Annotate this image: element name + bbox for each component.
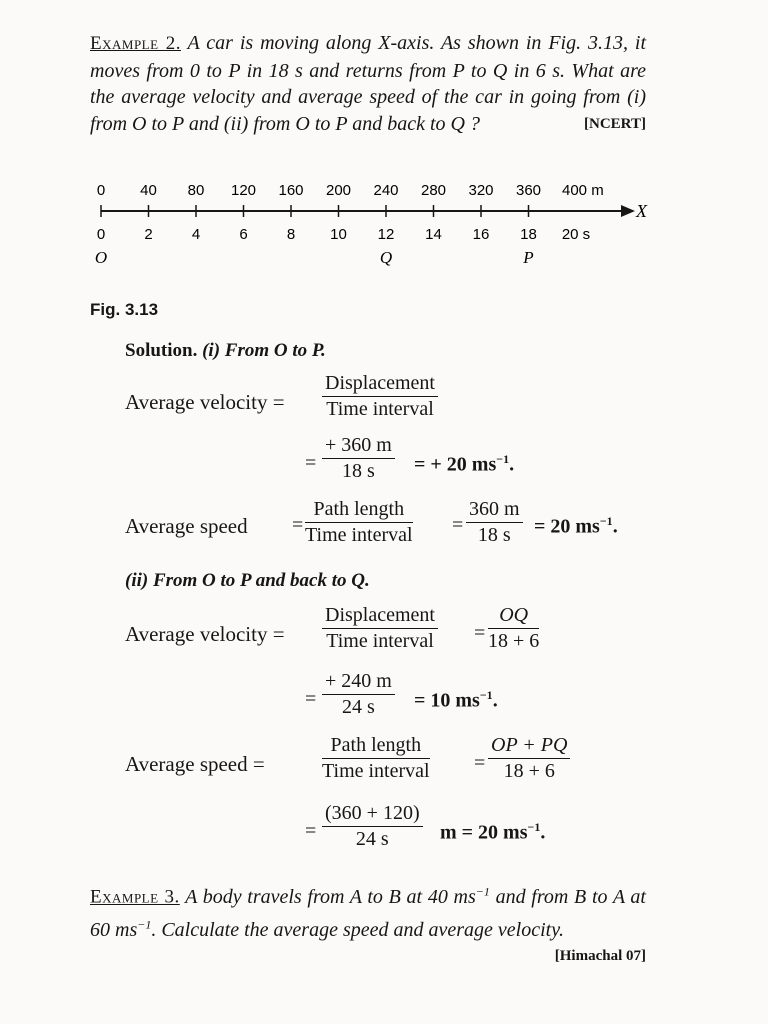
distance-labels [97,182,604,199]
time-tick-label: 10 [330,226,347,243]
time-tick-label: 8 [286,226,296,243]
distance-tick-label: 320 [468,182,494,199]
fraction-den: 24 s [342,696,375,718]
fraction-den: Time interval [305,524,413,546]
velocity-fraction-1 [322,434,395,483]
part2-heading: (ii) From O to P and back to Q. [125,570,370,591]
axis-x-label: X [636,201,647,221]
eq-sign: = [292,514,304,536]
distance-tick-label: 280 [420,182,447,199]
fraction-num: Displacement [322,604,438,629]
point-label-q: Q [379,248,393,267]
part1-heading: (i) From O to P. [202,340,326,361]
velocity-result-1: = + 20 $ms^{-1}$. [414,452,515,476]
time-tick-label: 14 [425,226,442,243]
fraction-num: 360 m [466,498,523,523]
fraction-num: Path length [322,734,430,759]
speed-value-fraction-2 [322,802,423,851]
time-tick-label: 6 [239,226,248,243]
example-3-source: [Himachal 07] [554,948,646,965]
fraction-num: + 240 m [322,670,395,695]
fraction-den: 18 + 6 [503,760,555,782]
avg-speed-label-1: Average speed [125,514,248,538]
fraction-den: Time interval [326,630,434,652]
distance-tick-label: 240 [373,182,399,199]
distance-tick-label: 400 m [562,182,604,199]
time-tick-label: 16 [472,226,490,243]
speed-fraction-2 [322,734,430,783]
fraction-num: (360 + 120) [322,802,423,827]
point-labels [95,248,534,267]
solution-heading [125,340,326,362]
time-tick-label: 0 [96,226,106,243]
distance-tick-label: 120 [230,182,257,199]
speed-result-2: m = 20 $ms^{-1}$. [440,820,546,844]
example-2-source: [NCERT] [584,115,646,132]
example-3 [90,878,646,970]
velocity-fraction-2 [322,670,395,719]
point-label-o: O [94,248,108,267]
displacement-fraction-1 [322,372,438,421]
fraction-den: 18 + 6 [488,630,540,652]
figure-caption: Fig. 3.13 [90,300,159,319]
axis-arrow [621,205,635,217]
time-tick-label: 4 [191,226,201,243]
eq-sign: = [305,820,317,842]
solution-title: Solution. [125,340,198,361]
time-tick-label: 2 [144,226,153,243]
eq-sign: = [305,452,317,474]
avg-velocity-label-1: Average velocity = [125,390,285,414]
speed-value-fraction-1 [466,498,523,547]
example-2-label: Example 2. [90,33,181,54]
fraction-num: + 360 m [322,434,395,459]
example-2 [90,30,646,137]
example-3-text: A body travels from A to B at 40 $ms^{-1}$ and from B to A at 60 $ms^{-1}$. Calculate the average speed and average velocity. [90,884,646,941]
fraction-den: 24 s [355,828,389,850]
fraction-den: 18 s [477,524,511,546]
distance-tick-label: 0 [96,182,106,199]
distance-tick-label: 80 [187,182,205,199]
fraction-num: OQ [488,604,539,629]
fraction-den: Time interval [322,760,430,782]
fraction-num: Path length [305,498,413,523]
displacement-fraction-2 [322,604,438,653]
op-pq-fraction [488,734,570,783]
time-tick-label: 18 [520,226,537,243]
distance-tick-label: 360 [515,182,542,199]
distance-tick-label: 40 [140,182,157,199]
eq-sign: = [474,622,486,644]
eq-sign: = [305,688,317,710]
oq-fraction [488,604,539,653]
speed-fraction-1 [305,498,413,547]
fraction-den: 18 s [342,460,375,482]
time-tick-label: 12 [377,226,395,243]
distance-time-axis [85,175,655,275]
fraction-num: Displacement [322,372,438,397]
time-tick-label: 20 s [561,226,591,243]
avg-speed-label-2: Average speed = [125,752,265,776]
speed-result-1: = 20 $ms^{-1}$. [534,514,618,538]
fraction-den: Time interval [326,398,434,420]
distance-tick-label: 200 [325,182,352,199]
point-label-p: P [523,248,534,267]
time-labels [97,226,590,243]
distance-tick-label: 160 [278,182,304,199]
eq-sign: = [452,514,464,536]
avg-velocity-label-2: Average velocity = [125,622,285,646]
example-2-text: A car is moving along X-axis. As shown in Fig. 3.13, it moves from 0 to P in 18 s and returns from P to Q in 6 s. What are the average velocity and average speed of the car in going from (i) from O to P and (ii) from O to P and back to Q ? [90,32,647,135]
fraction-num: OP + PQ [488,734,570,759]
velocity-result-2: = 10 $ms^{-1}$. [414,688,498,712]
eq-sign: = [474,752,486,774]
example-3-label: Example 3. [90,886,180,908]
